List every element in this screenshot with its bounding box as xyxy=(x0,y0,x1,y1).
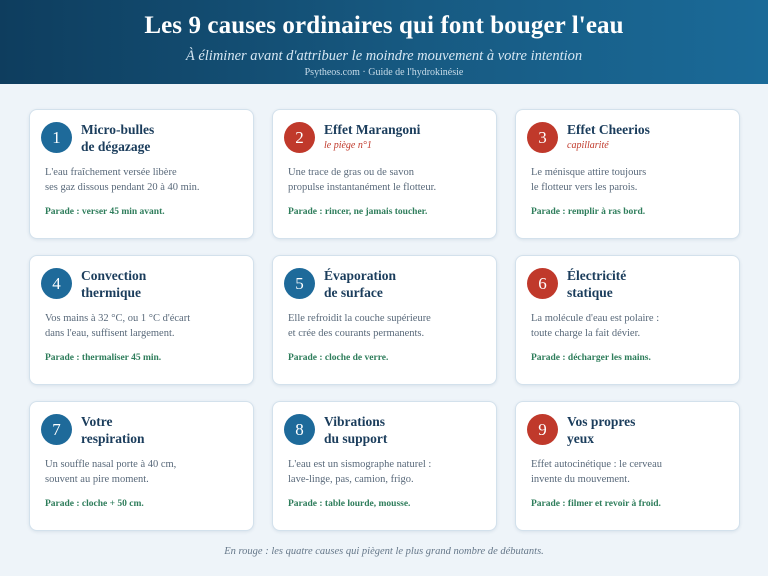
cause-parade: Parade : table lourde, mousse. xyxy=(288,499,411,509)
header-banner xyxy=(0,0,768,84)
cause-card-7 xyxy=(29,401,254,531)
cause-number-badge: 9 xyxy=(527,414,558,445)
cause-description: L'eau fraîchement versée libère ses gaz dissous pendant 20 à 40 min. xyxy=(45,167,200,193)
page-subtitle: À éliminer avant d'attribuer le moindre mouvement à votre intention xyxy=(185,48,583,64)
cause-description: Un souffle nasal porte à 40 cm, souvent au pire moment. xyxy=(45,459,177,485)
cause-title: Vos propres yeux xyxy=(567,414,636,446)
cause-number-badge: 3 xyxy=(527,122,558,153)
cause-number-badge: 4 xyxy=(41,268,72,299)
cause-card-4 xyxy=(29,255,254,385)
cause-card-8 xyxy=(272,401,497,531)
cause-title: Convection thermique xyxy=(81,268,147,300)
cause-card-2 xyxy=(272,109,497,239)
page-title: Les 9 causes ordinaires qui font bouger l'eau xyxy=(144,12,624,39)
cause-card-6 xyxy=(515,255,740,385)
cause-card-5 xyxy=(272,255,497,385)
cause-title: Votre respiration xyxy=(81,414,145,446)
cause-parade: Parade : verser 45 min avant. xyxy=(45,207,165,217)
cause-description: L'eau est un sismographe naturel : lave-linge, pas, camion, frigo. xyxy=(288,459,432,485)
cause-number-badge: 6 xyxy=(527,268,558,299)
cause-number-badge: 2 xyxy=(284,122,315,153)
cause-description: Le ménisque attire toujours le flotteur vers les parois. xyxy=(531,167,647,193)
cause-title: Vibrations du support xyxy=(324,414,388,446)
cause-title: Électricité statique xyxy=(567,268,627,300)
cause-card-3 xyxy=(515,109,740,239)
cause-tag: capillarité xyxy=(567,140,609,151)
cause-title: Évaporation de surface xyxy=(324,268,397,300)
cause-parade: Parade : cloche + 50 cm. xyxy=(45,499,144,509)
cause-description: La molécule d'eau est polaire : toute charge la fait dévier. xyxy=(531,313,660,339)
source-line: Psytheos.com · Guide de l'hydrokinésie xyxy=(304,67,464,78)
cause-description: Effet autocinétique : le cerveau invente du mouvement. xyxy=(531,459,662,485)
causes-grid xyxy=(29,109,740,531)
cause-number-badge: 7 xyxy=(41,414,72,445)
cause-parade: Parade : cloche de verre. xyxy=(288,353,389,363)
cause-parade: Parade : filmer et revoir à froid. xyxy=(531,499,661,509)
cause-parade: Parade : thermaliser 45 min. xyxy=(45,353,162,363)
cause-tag: le piège n°1 xyxy=(324,140,372,151)
cause-description: Vos mains à 32 °C, ou 1 °C d'écart dans l'eau, suffisent largement. xyxy=(45,313,191,339)
cause-parade: Parade : décharger les mains. xyxy=(531,353,651,363)
cause-number-badge: 5 xyxy=(284,268,315,299)
cause-parade: Parade : rincer, ne jamais toucher. xyxy=(288,207,428,217)
cause-title: Effet Cheerios xyxy=(567,122,650,137)
cause-parade: Parade : remplir à ras bord. xyxy=(531,207,646,217)
cause-title: Effet Marangoni xyxy=(324,122,421,137)
cause-title: Micro-bulles de dégazage xyxy=(81,122,155,154)
cause-number-badge: 1 xyxy=(41,122,72,153)
cause-number-badge: 8 xyxy=(284,414,315,445)
cause-description: Elle refroidit la couche supérieure et crée des courants permanents. xyxy=(288,313,431,339)
cause-card-9 xyxy=(515,401,740,531)
cause-description: Une trace de gras ou de savon propulse instantanément le flotteur. xyxy=(288,167,437,193)
cause-card-1 xyxy=(29,109,254,239)
footer-note: En rouge : les quatre causes qui piègent le plus grand nombre de débutants. xyxy=(224,546,544,557)
